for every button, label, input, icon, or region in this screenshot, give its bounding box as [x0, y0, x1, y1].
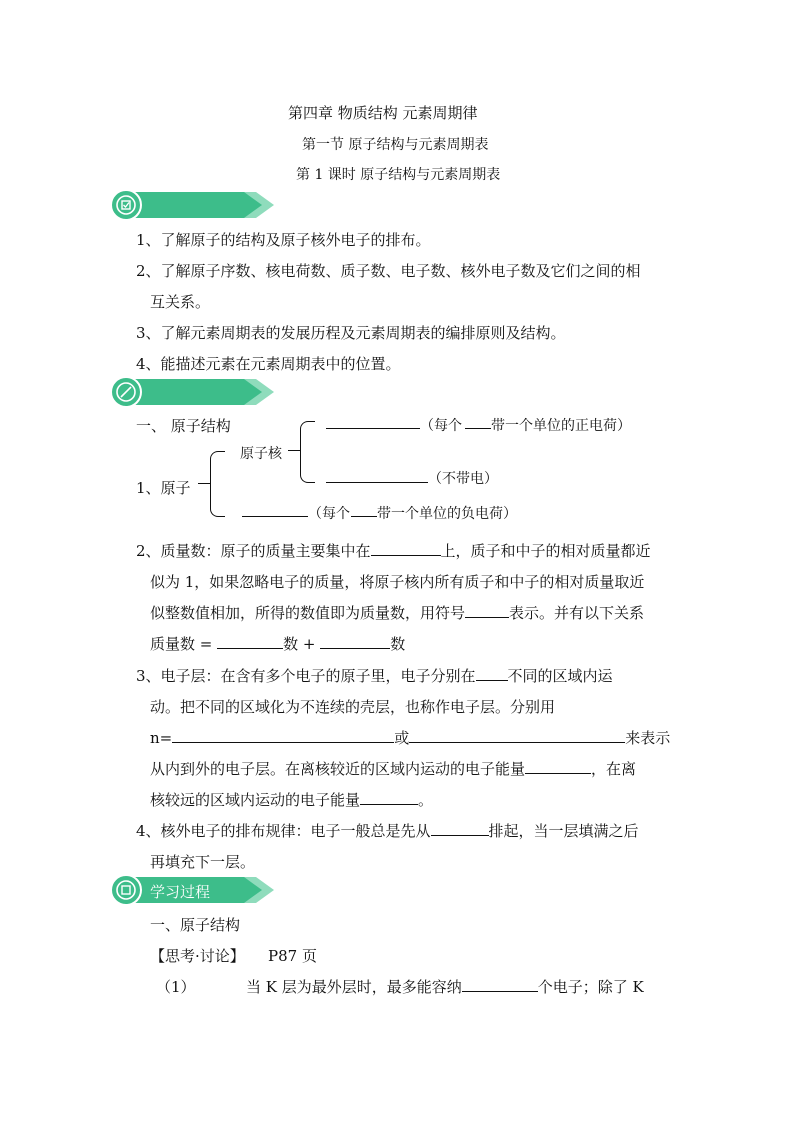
objective-3: 3、了解元素周期表的发展历程及元素周期表的编排原则及结构。	[136, 324, 566, 342]
q3-energy-near-blank[interactable]	[525, 759, 591, 774]
nucleus-brace	[300, 421, 315, 483]
q3-layer-number-blank[interactable]	[172, 728, 394, 743]
q4-blank[interactable]	[431, 821, 489, 836]
electron-hint-a: （每个	[308, 506, 350, 522]
electron-blank[interactable]	[242, 502, 308, 521]
q2-line3: 似整数值相加，所得的数值即为质量数，用符号 表示。并有以下关系	[150, 604, 645, 622]
q3-line2: 动。把不同的区域化为不连续的壳层，也称作电子层。分别用	[150, 698, 556, 716]
q3-line1: 3、电子层：在含有多个电子的原子里，电子分别在 不同的区域内运	[136, 667, 613, 685]
q3-line4: 从内到外的电子层。在离核较近的区域内运动的电子能量 ，在离	[150, 760, 637, 778]
electron-hint-b: 带一个单位的负电荷）	[377, 506, 517, 522]
q3-layer-letter-blank[interactable]	[409, 728, 625, 743]
electron-charge-blank[interactable]	[351, 502, 377, 521]
objective-4: 4、能描述元素在元素周期表中的位置。	[136, 355, 401, 373]
q2-line2: 似为 1，如果忽略电子的质量，将原子核内所有质子和中子的相对质量取近	[150, 573, 645, 591]
lesson-title: 第 1 课时 原子结构与元素周期表	[296, 167, 501, 183]
q3-line5: 核较远的区域内运动的电子能量 。	[150, 791, 434, 809]
page-reference: P87 页	[268, 947, 317, 965]
section-title: 第一节 原子结构与元素周期表	[302, 137, 489, 153]
think-discuss-label: 【思考·讨论】	[150, 947, 245, 965]
q3-blank-1[interactable]	[476, 666, 508, 681]
atom-label: 1、原子	[136, 479, 191, 497]
q2-blank-1[interactable]	[371, 541, 441, 556]
process-heading: 一、原子结构	[150, 916, 241, 934]
process-q1-blank[interactable]	[462, 977, 538, 992]
process-banner-label: 学习过程	[150, 883, 211, 901]
q3-line3: n= 或 来表示	[150, 729, 671, 747]
objective-1: 1、了解原子的结构及原子核外电子的排布。	[136, 231, 431, 249]
objective-2: 2、了解原子序数、核电荷数、质子数、电子数、核外电子数及它们之间的相	[136, 262, 641, 280]
proton-hint-b: 带一个单位的正电荷）	[491, 418, 631, 434]
atom-brace	[210, 451, 225, 517]
q2-line1: 2、质量数：原子的质量主要集中在 上，质子和中子的相对质量都近	[136, 542, 651, 560]
preview-banner	[108, 373, 278, 411]
q2-mass-blank-1[interactable]	[217, 634, 283, 649]
q3-energy-far-blank[interactable]	[360, 790, 418, 805]
proton-blank[interactable]	[326, 414, 420, 433]
proton-charge-blank[interactable]	[465, 414, 491, 433]
process-q1-number: （1）	[156, 978, 196, 996]
q2-line4: 质量数 = 数 + 数	[150, 635, 406, 653]
objective-2-cont: 互关系。	[150, 293, 211, 311]
proton-hint-a: （每个	[420, 418, 462, 434]
process-q1-line: 当 K 层为最外层时，最多能容纳 个电子；除了 K	[246, 978, 644, 996]
preview-heading: 一、 原子结构	[136, 417, 231, 435]
q4-line1: 4、核外电子的排布规律：电子一般总是先从 排起，当一层填满之后	[136, 822, 639, 840]
objectives-banner	[108, 186, 278, 224]
neutron-hint: （不带电）	[428, 471, 498, 487]
q4-line2: 再填充下一层。	[150, 853, 256, 871]
chapter-title: 第四章 物质结构 元素周期律	[288, 104, 478, 122]
neutron-blank[interactable]	[326, 468, 428, 487]
q2-symbol-blank[interactable]	[465, 603, 509, 618]
nucleus-label: 原子核	[240, 446, 282, 462]
q2-mass-blank-2[interactable]	[320, 634, 390, 649]
